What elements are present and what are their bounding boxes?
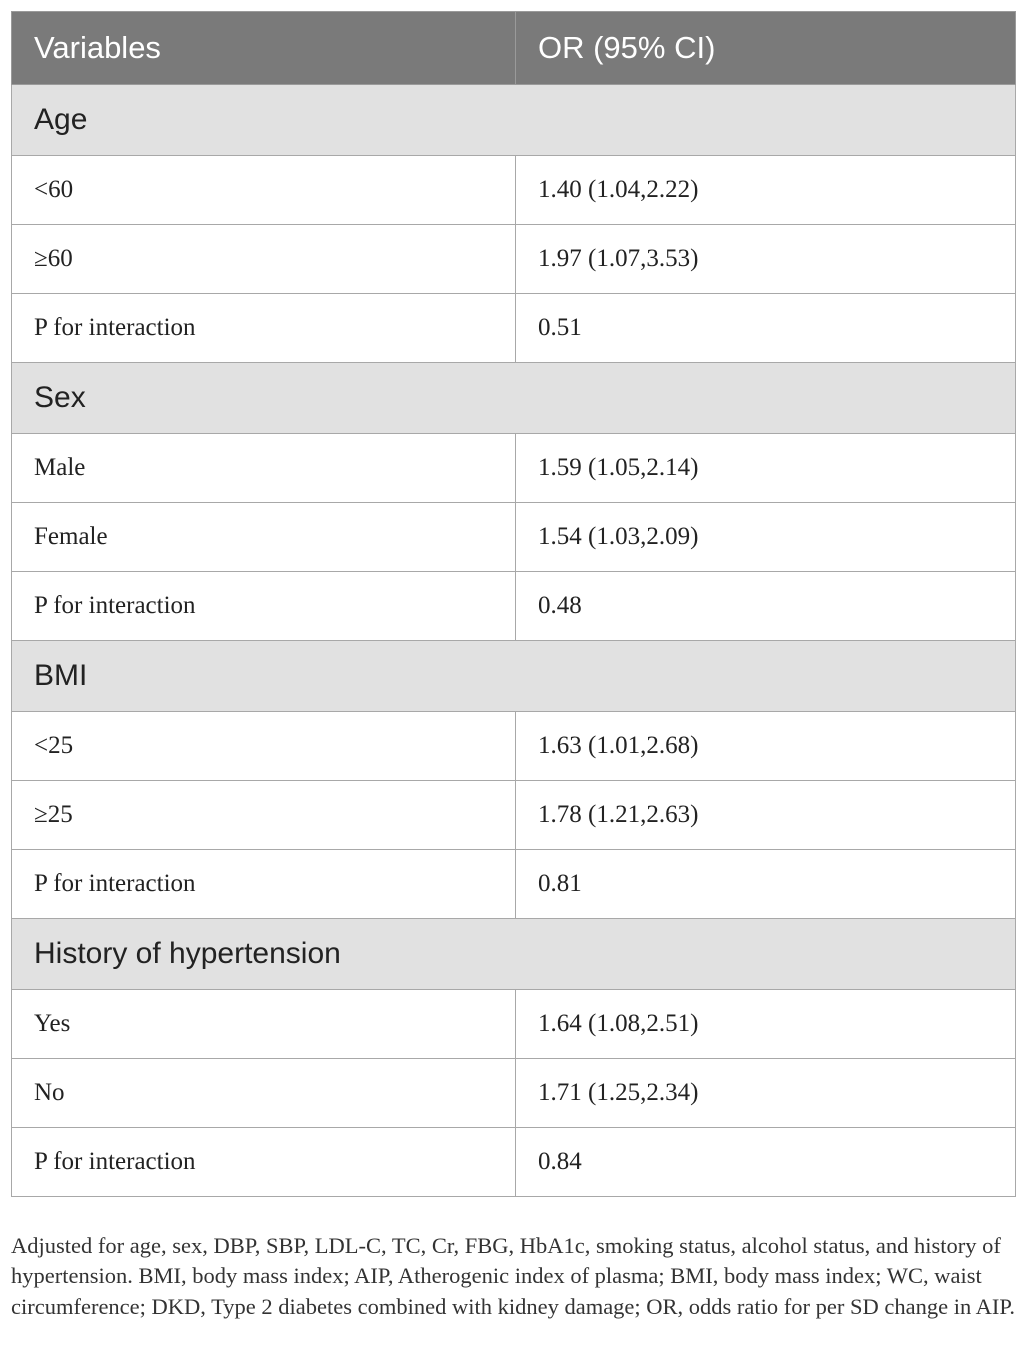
- table-footnote: Adjusted for age, sex, DBP, SBP, LDL-C, TC, Cr, FBG, HbA1c, smoking status, alcohol status, and history of hypertension. BMI, body mass index; AIP, Atherogenic index of plasma; BMI, body mass index; WC, waist circumference; DKD, Type 2 diabetes combined with kidney damage; OR, odds ratio for per SD change in AIP.: [11, 1232, 1015, 1319]
- row-value: 1.71 (1.25,2.34): [516, 1059, 1016, 1128]
- table-header-row: [12, 12, 1016, 85]
- group-title: Age: [12, 85, 1016, 156]
- group-row-bmi: [12, 641, 1016, 712]
- row-value: 0.48: [516, 572, 1016, 641]
- row-label: <60: [12, 156, 516, 225]
- group-row-hypertension: [12, 919, 1016, 990]
- row-value: 1.64 (1.08,2.51): [516, 990, 1016, 1059]
- row-label: P for interaction: [12, 850, 516, 919]
- table-row: [12, 990, 1016, 1059]
- table-row: [12, 156, 1016, 225]
- row-value: 1.63 (1.01,2.68): [516, 712, 1016, 781]
- row-label: <25: [12, 712, 516, 781]
- row-label: ≥60: [12, 225, 516, 294]
- table-row: [12, 294, 1016, 363]
- table-row: [12, 712, 1016, 781]
- header-or-ci: OR (95% CI): [516, 12, 1016, 85]
- row-label: Male: [12, 434, 516, 503]
- row-value: 1.59 (1.05,2.14): [516, 434, 1016, 503]
- table-row: [12, 781, 1016, 850]
- row-value: 1.40 (1.04,2.22): [516, 156, 1016, 225]
- group-row-age: [12, 85, 1016, 156]
- row-label: P for interaction: [12, 294, 516, 363]
- row-label: P for interaction: [12, 1128, 516, 1197]
- table-row: [12, 1128, 1016, 1197]
- row-value: 0.51: [516, 294, 1016, 363]
- row-label: No: [12, 1059, 516, 1128]
- row-label: P for interaction: [12, 572, 516, 641]
- row-value: 1.78 (1.21,2.63): [516, 781, 1016, 850]
- row-label: Female: [12, 503, 516, 572]
- table-row: [12, 850, 1016, 919]
- row-value: 0.81: [516, 850, 1016, 919]
- group-title: BMI: [12, 641, 1016, 712]
- group-row-sex: [12, 363, 1016, 434]
- row-value: 1.54 (1.03,2.09): [516, 503, 1016, 572]
- group-title: History of hypertension: [12, 919, 1016, 990]
- subgroup-table-container: [11, 11, 1015, 1197]
- group-title: Sex: [12, 363, 1016, 434]
- table-row: [12, 1059, 1016, 1128]
- row-value: 0.84: [516, 1128, 1016, 1197]
- table-row: [12, 225, 1016, 294]
- table-row: [12, 503, 1016, 572]
- table-row: [12, 434, 1016, 503]
- table-row: [12, 572, 1016, 641]
- row-label: Yes: [12, 990, 516, 1059]
- subgroup-analysis-table: [11, 11, 1016, 1197]
- row-label: ≥25: [12, 781, 516, 850]
- header-variables: Variables: [12, 12, 516, 85]
- row-value: 1.97 (1.07,3.53): [516, 225, 1016, 294]
